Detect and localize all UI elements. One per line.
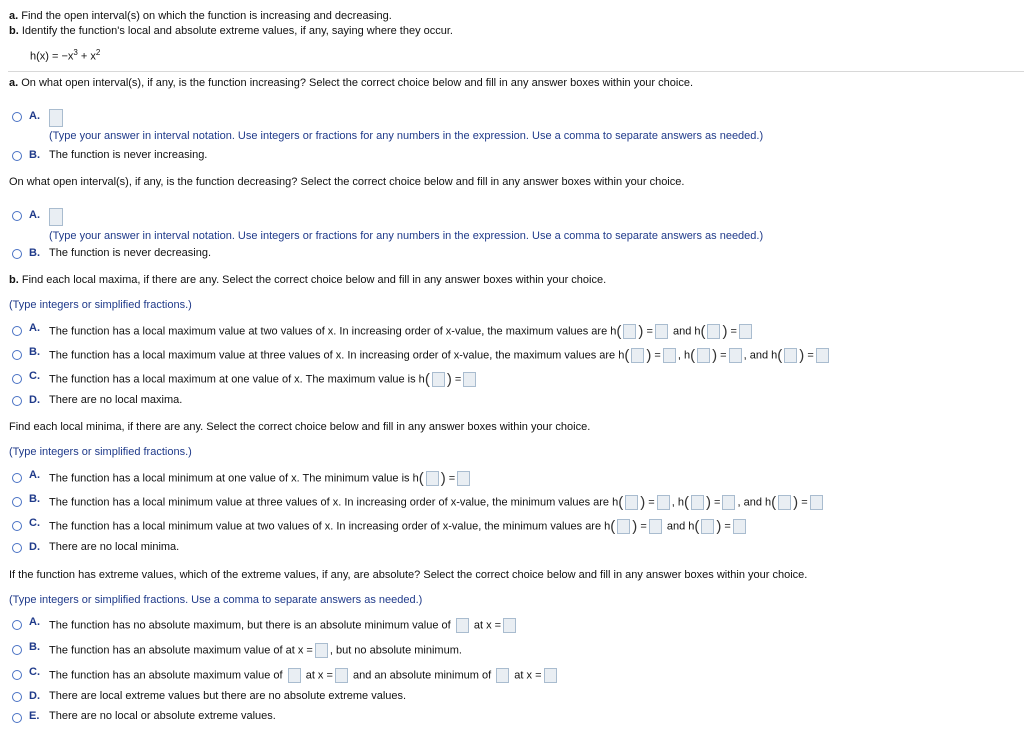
radio-increase-b[interactable]	[12, 151, 22, 161]
q-increase-prompt: a. On what open interval(s), if any, is the function increasing? Select the correct choice below and fill in any answer boxes within your choice.	[9, 77, 694, 89]
answer-box[interactable]	[733, 519, 746, 534]
radio-decrease-b[interactable]	[12, 249, 22, 259]
radio-min-b[interactable]	[12, 497, 22, 507]
answer-box[interactable]	[288, 668, 301, 683]
q-max-prompt: b. Find each local maxima, if there are any. Select the correct choice below and fill in any answer boxes within your choice.	[9, 274, 607, 286]
answer-box[interactable]	[503, 618, 516, 633]
choice-text: There are no local maxima.	[49, 394, 183, 406]
q-decrease-prompt: On what open interval(s), if any, is the function decreasing? Select the correct choice below and fill in any answer boxes within your choice.	[9, 176, 685, 188]
q-abs-prompt: If the function has extreme values, which of the extreme values, if any, are absolute? Select the correct choice below and fill in any answer boxes within your choice.	[9, 569, 808, 581]
choice-label: C.	[29, 666, 40, 678]
max-c-row: The function has a local maximum at one value of x. The maximum value is h( ) =	[49, 372, 478, 387]
function-expression: $h(x) = -x^3 + x^2$	[30, 48, 101, 63]
answer-box[interactable]	[816, 348, 829, 363]
answer-box[interactable]	[335, 668, 348, 683]
header-a: a. Find the open interval(s) on which the function is increasing and decreasing.	[9, 10, 392, 22]
choice-label: B.	[29, 247, 40, 259]
choice-label: D.	[29, 394, 40, 406]
answer-box[interactable]	[729, 348, 742, 363]
q-max-note: (Type integers or simplified fractions.)	[9, 299, 192, 311]
choice-text: There are no local or absolute extreme values.	[49, 710, 276, 722]
radio-min-d[interactable]	[12, 543, 22, 553]
answer-box[interactable]	[657, 495, 670, 510]
answer-box[interactable]	[722, 495, 735, 510]
header-b: b. Identify the function's local and absolute extreme values, if any, saying where they occur.	[9, 25, 453, 37]
answer-box[interactable]	[707, 324, 720, 339]
answer-box[interactable]	[649, 519, 662, 534]
choice-label: A.	[29, 469, 40, 481]
answer-box[interactable]	[701, 519, 714, 534]
answer-box[interactable]	[631, 348, 644, 363]
choice-label: A.	[29, 110, 40, 122]
choice-label: B.	[29, 149, 40, 161]
answer-box[interactable]	[739, 324, 752, 339]
max-a-row: The function has a local maximum value at two values of x. In increasing order of x-value, the maximum values are h( ) = and h( ) =	[49, 324, 754, 339]
answer-box[interactable]	[457, 471, 470, 486]
answer-box[interactable]	[691, 495, 704, 510]
answer-box[interactable]	[623, 324, 636, 339]
answer-box-increase[interactable]	[49, 109, 63, 127]
choice-text: The function is never decreasing.	[49, 247, 212, 259]
answer-box[interactable]	[544, 668, 557, 683]
choice-text: There are local extreme values but there are no absolute extreme values.	[49, 690, 407, 702]
radio-abs-e[interactable]	[12, 713, 22, 723]
radio-min-a[interactable]	[12, 473, 22, 483]
choice-label: C.	[29, 370, 40, 382]
answer-box[interactable]	[655, 324, 668, 339]
answer-box[interactable]	[315, 643, 328, 658]
radio-max-d[interactable]	[12, 396, 22, 406]
choice-label: B.	[29, 493, 40, 505]
choice-label: D.	[29, 690, 40, 702]
answer-box[interactable]	[617, 519, 630, 534]
q-min-prompt: Find each local minima, if there are any. Select the correct choice below and fill in any answer boxes within your choice.	[9, 421, 591, 433]
answer-box[interactable]	[426, 471, 439, 486]
answer-box[interactable]	[697, 348, 710, 363]
radio-abs-c[interactable]	[12, 670, 22, 680]
radio-min-c[interactable]	[12, 521, 22, 531]
min-b-row: The function has a local minimum value at three values of x. In increasing order of x-value, the minimum values are h( ) = , h( ) = , and h( ) =	[49, 495, 825, 510]
choice-text: There are no local minima.	[49, 541, 180, 553]
type-note: (Type your answer in interval notation. Use integers or fractions for any numbers in the expression. Use a comma to separate answers as needed.)	[49, 230, 764, 242]
radio-max-a[interactable]	[12, 326, 22, 336]
answer-box[interactable]	[496, 668, 509, 683]
answer-box[interactable]	[463, 372, 476, 387]
choice-label: A.	[29, 209, 40, 221]
answer-box[interactable]	[432, 372, 445, 387]
min-a-row: The function has a local minimum at one value of x. The minimum value is h( ) =	[49, 471, 472, 486]
abs-a-row: The function has no absolute maximum, but there is an absolute minimum value of at x =	[49, 618, 518, 633]
q-abs-note: (Type integers or simplified fractions. Use a comma to separate answers as needed.)	[9, 594, 423, 606]
q-min-note: (Type integers or simplified fractions.)	[9, 446, 192, 458]
answer-box[interactable]	[784, 348, 797, 363]
choice-label: B.	[29, 641, 40, 653]
choice-label: E.	[29, 710, 40, 722]
choice-label: D.	[29, 541, 40, 553]
choice-label: B.	[29, 346, 40, 358]
min-c-row: The function has a local minimum value at two values of x. In increasing order of x-value, the minimum values are h( ) = and h( ) =	[49, 519, 748, 534]
answer-box-decrease[interactable]	[49, 208, 63, 226]
radio-max-c[interactable]	[12, 374, 22, 384]
choice-label: A.	[29, 322, 40, 334]
divider	[8, 71, 1024, 72]
max-b-row: The function has a local maximum value at three values of x. In increasing order of x-value, the maximum values are h( ) = , h( ) = , and h( ) =	[49, 348, 831, 363]
abs-c-row: The function has an absolute maximum value of at x = and an absolute minimum of at x =	[49, 668, 559, 683]
answer-box[interactable]	[663, 348, 676, 363]
answer-box[interactable]	[778, 495, 791, 510]
answer-box[interactable]	[625, 495, 638, 510]
radio-abs-b[interactable]	[12, 645, 22, 655]
radio-abs-a[interactable]	[12, 620, 22, 630]
choice-label: A.	[29, 616, 40, 628]
radio-abs-d[interactable]	[12, 692, 22, 702]
answer-box[interactable]	[810, 495, 823, 510]
radio-increase-a[interactable]	[12, 112, 22, 122]
choice-label: C.	[29, 517, 40, 529]
radio-decrease-a[interactable]	[12, 211, 22, 221]
type-note: (Type your answer in interval notation. Use integers or fractions for any numbers in the expression. Use a comma to separate answers as needed.)	[49, 130, 764, 142]
abs-b-row: The function has an absolute maximum value of at x = , but no absolute minimum.	[49, 644, 462, 657]
answer-box[interactable]	[456, 618, 469, 633]
choice-text: The function is never increasing.	[49, 149, 208, 161]
radio-max-b[interactable]	[12, 350, 22, 360]
